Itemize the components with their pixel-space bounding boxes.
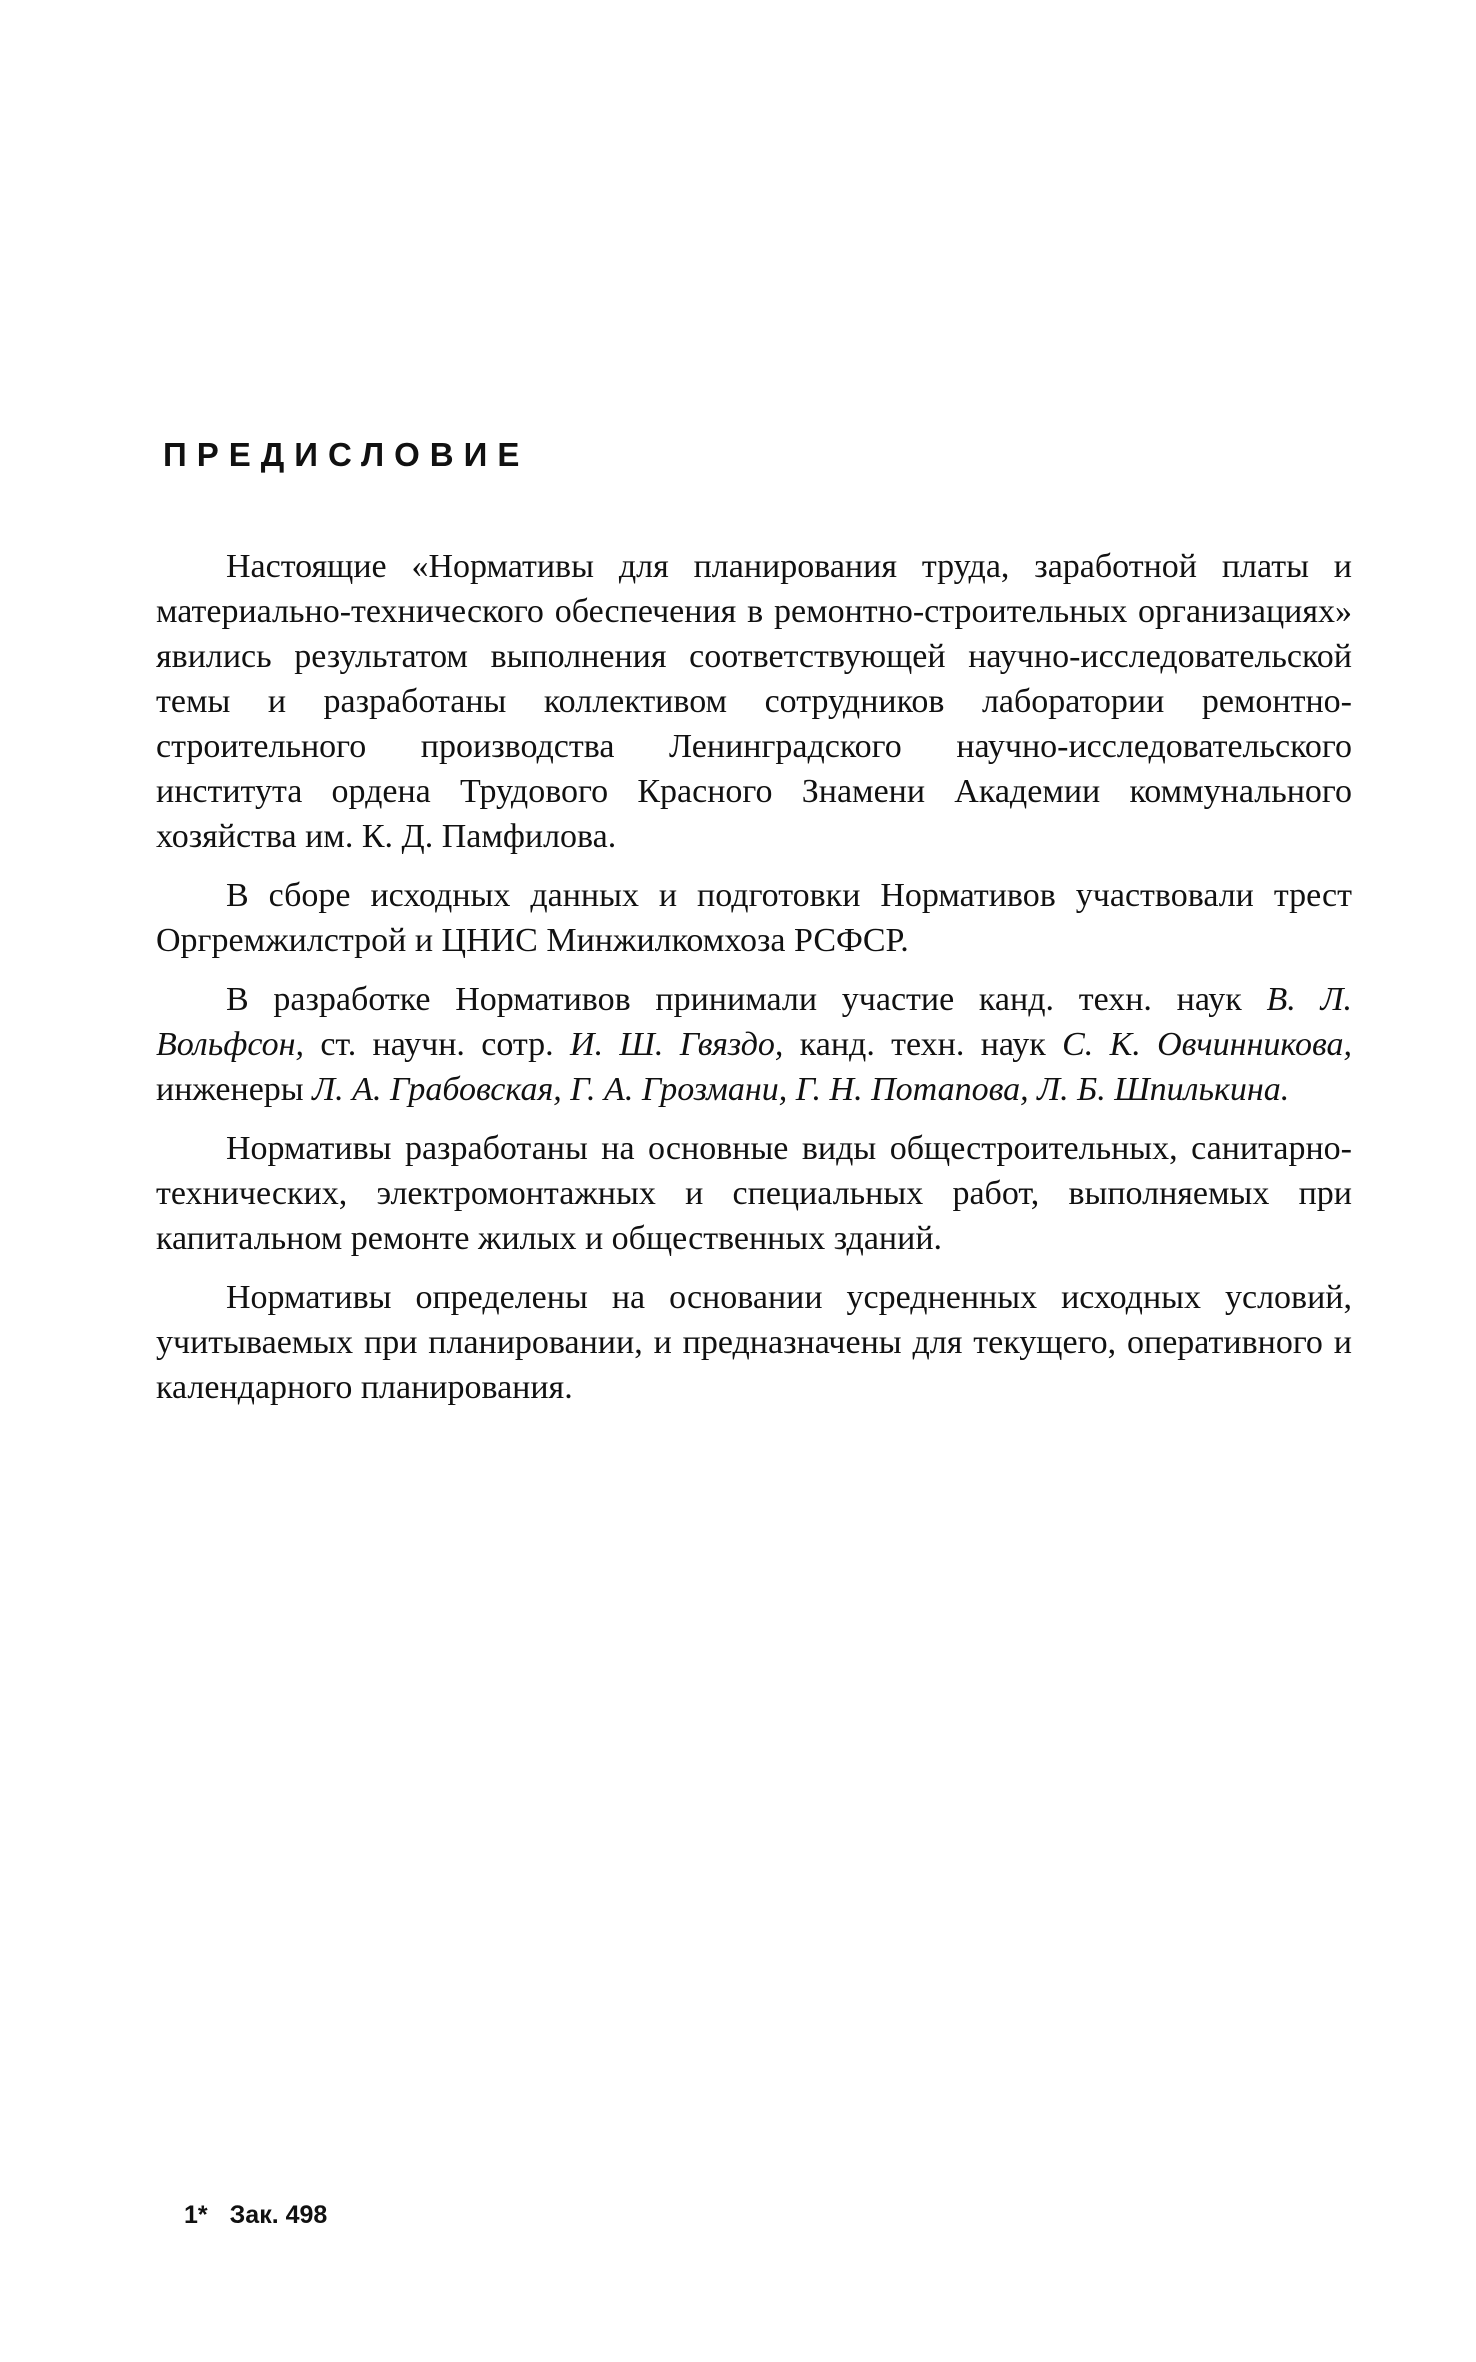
paragraph-purpose: Нормативы определены на основании усредненных исходных условий, учитываемых при планировании, и предназначены для текущего, оперативного и календарного планирования. — [156, 1279, 1352, 1406]
author-ovchinnikova: С. К. Овчинникова, — [1062, 1026, 1352, 1063]
preface-body — [156, 544, 1352, 1424]
paragraph-data-collection: В сборе исходных данных и подготовки Нормативов участвовали трест Оргремжилстрой и ЦНИС Минжилкомхоза РСФСР. — [156, 877, 1352, 959]
authors-text-1: В разработке Нормативов принимали участие канд. техн. наук — [226, 981, 1267, 1018]
paragraph-authors — [156, 977, 1352, 1112]
author-gvyazdo: И. Ш. Гвяздо, — [570, 1026, 784, 1063]
signature-mark: 1* — [184, 2201, 208, 2229]
page-heading: ПРЕДИСЛОВИЕ — [163, 436, 530, 473]
order-number: Зак. 498 — [229, 2201, 328, 2229]
paragraph-intro: Настоящие «Нормативы для планирования труда, заработной платы и материально-технического обеспечения в ремонтно-строительных организациях» явились результатом выполнения соответствующей научно-исследовательской темы и разработаны коллективом сотрудников лаборатории ремонтно-строительного производства Ленинградского научно-исследовательского института ордена Трудового Красного Знамени Академии коммунального хозяйства им. К. Д. Памфилова. — [156, 548, 1352, 855]
author-volfson: В. Л. Вольфсон, — [156, 981, 1352, 1063]
authors-text-3: канд. техн. наук — [783, 1026, 1063, 1063]
author-engineers: Л. А. Грабовская, Г. А. Грозмани, Г. Н. Потапова, Л. Б. Шпилькина. — [312, 1071, 1290, 1108]
authors-text-4: инженеры — [156, 1071, 313, 1108]
page-footer — [184, 2203, 327, 2228]
paragraph-scope: Нормативы разработаны на основные виды общестроительных, санитарно-технических, электромонтажных и специальных работ, выполняемых при капитальном ремонте жилых и общественных зданий. — [156, 1130, 1352, 1257]
authors-text-2: ст. научн. сотр. — [303, 1026, 571, 1063]
